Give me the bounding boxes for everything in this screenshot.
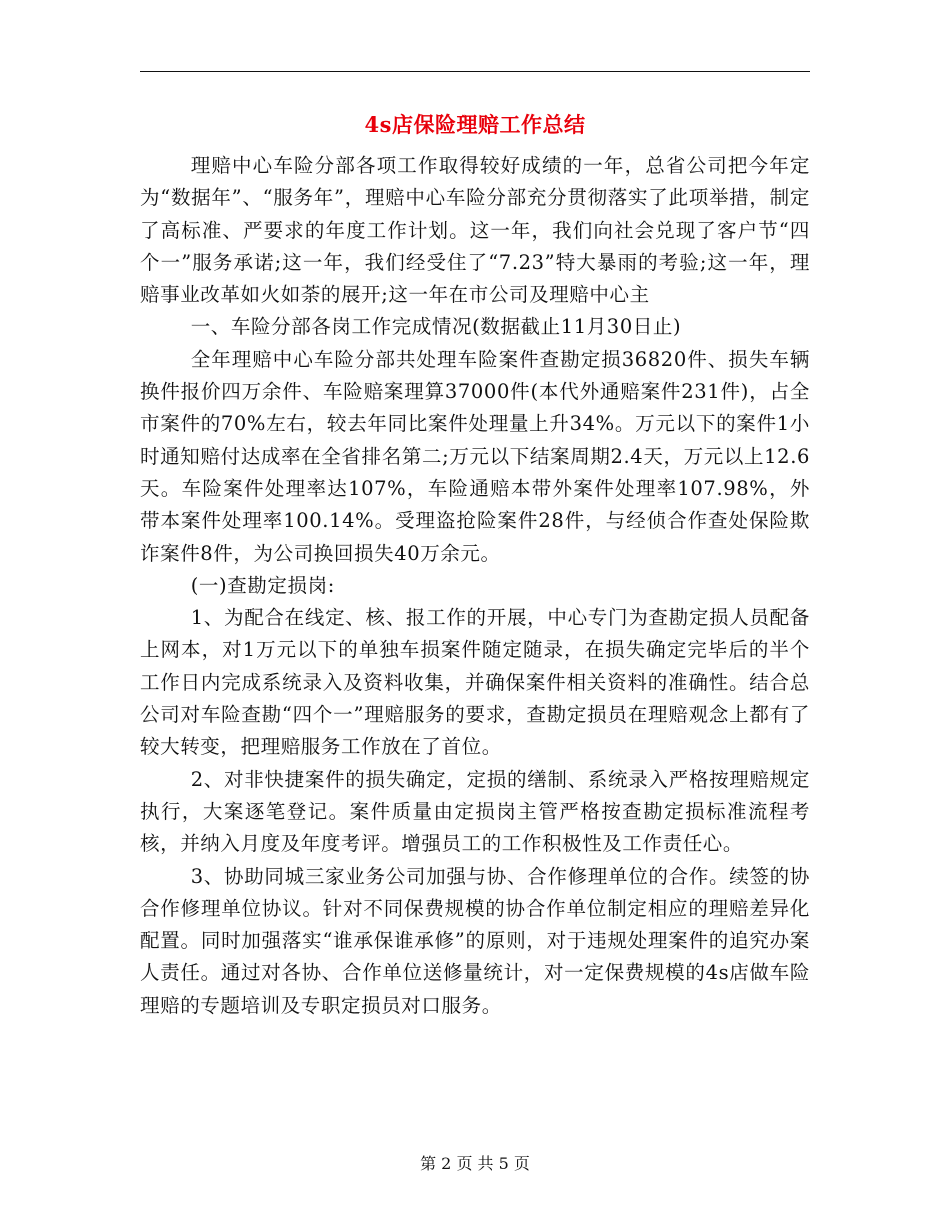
document-body [140, 150, 810, 1022]
paragraph-item-3: 3、协助同城三家业务公司加强与协、合作修理单位的合作。续签的协合作修理单位协议。针对不同保费规模的协合作单位制定相应的理赔差异化配置。同时加强落实“谁承保谁承修”的原则，对于违规处理案件的追究办案人责任。通过对各协、合作单位送修量统计，对一定保费规模的4s店做车险理赔的专题培训及专职定损员对口服务。 [140, 864, 810, 1017]
header-rule [140, 71, 810, 72]
paragraph-annual-stats: 全年理赔中心车险分部共处理车险案件查勘定损36820件、损失车辆换件报价四万余件、车险赔案理算37000件(本代外通赔案件231件)，占全市案件的70%左右，较去年同比案件处理量上升34%。万元以下的案件1小时通知赔付达成率在全省排名第二;万元以下结案周期2.4天，万元以上12.6天。车险案件处理率达107%，车险通赔本带外案件处理率107.98%，外带本案件处理率100.14%。受理盗抢险案件28件，与经侦合作查处保险欺诈案件8件，为公司换回损失40万余元。 [140, 347, 810, 565]
subsection-heading-survey: (一)查勘定损岗: [190, 573, 335, 597]
page-number: 第 2 页 共 5 页 [420, 1154, 530, 1173]
paragraph-item-2: 2、对非快捷案件的损失确定，定损的缮制、系统录入严格按理赔规定执行，大案逐笔登记。案件质量由定损岗主管严格按查勘定损标准流程考核，并纳入月度及年度考评。增强员工的工作积极性及工作责任心。 [140, 767, 810, 856]
document-title: 4s店保险理赔工作总结 [364, 112, 586, 137]
paragraph-intro: 理赔中心车险分部各项工作取得较好成绩的一年，总省公司把今年定为“数据年”、“服务年”，理赔中心车险分部充分贯彻落实了此项举措，制定了高标准、严要求的年度工作计划。这一年，我们向社会兑现了客户节“四个一”服务承诺;这一年，我们经受住了“7.23”特大暴雨的考验;这一年，理赔事业改革如火如荼的展开;这一年在市公司及理赔中心主 [140, 154, 810, 307]
section-heading-1: 一、车险分部各岗工作完成情况(数据截止11月30日止) [190, 315, 682, 339]
paragraph-item-1: 1、为配合在线定、核、报工作的开展，中心专门为查勘定损人员配备上网本，对1万元以下的单独车损案件随定随录，在损失确定完毕后的半个工作日内完成系统录入及资料收集，并确保案件相关资料的准确性。结合总公司对车险查勘“四个一”理赔服务的要求，查勘定损员在理赔观念上都有了较大转变，把理赔服务工作放在了首位。 [140, 606, 810, 759]
